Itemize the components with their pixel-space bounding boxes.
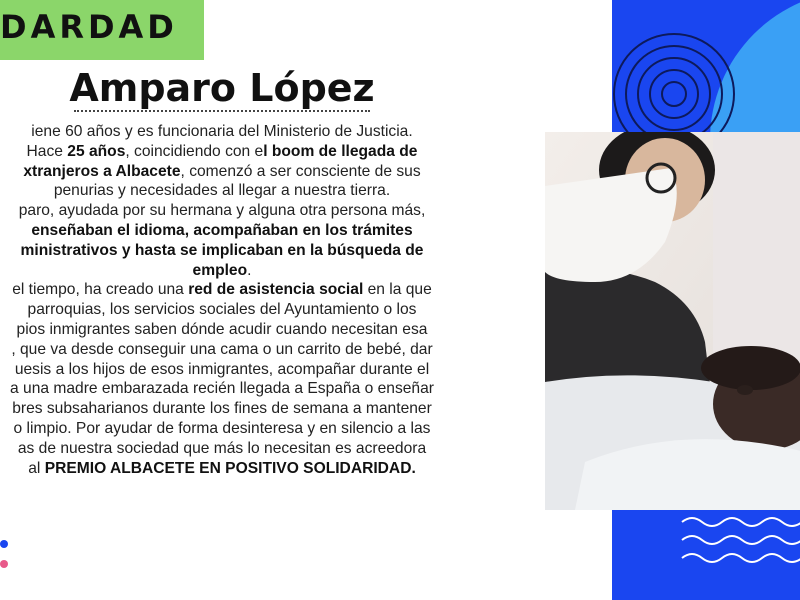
bio-segment: PREMIO ALBACETE EN POSITIVO SOLIDARIDAD. [44, 459, 416, 477]
bio-segment: en la que [363, 281, 432, 299]
category-badge [0, 0, 204, 60]
baby-photo [545, 132, 800, 510]
bio-segment: bres subsaharianos durante los fines de semana a mantener [12, 400, 432, 418]
bio-segment: uesis a los hijos de esos inmigrantes, acompañar durante el [14, 360, 430, 378]
bio-segment: 25 años [67, 142, 126, 160]
bio-segment: o limpio. Por ayudar de forma desinteresa y en silencio a las [13, 419, 431, 437]
bio-segment: enseñaban el idioma, acompañaban en los trámites [31, 221, 413, 239]
bio-paragraph-3 [0, 201, 452, 280]
bio-segment: Hace [26, 142, 68, 160]
bio-segment: empleo [192, 261, 248, 279]
bio-segment: al [28, 459, 45, 477]
bio-paragraph-1: iene 60 años y es funcionaria del Ministerio de Justicia. [31, 123, 413, 140]
bio-segment: as de nuestra sociedad que más lo necesitan es acreedora [17, 439, 427, 457]
bio-segment: pios inmigrantes saben dónde acudir cuando necesitan esa [16, 320, 428, 338]
bio-segment: red de asistencia social [188, 281, 364, 299]
bio-segment: l boom de llegada de [263, 142, 418, 160]
bullet-dot-pink [0, 560, 8, 568]
bio-segment: ministrativos y hasta se implicaban en la búsqueda de [20, 241, 424, 259]
bio-segment: , comenzó a ser consciente de sus [180, 162, 421, 180]
category-badge-text: DARDAD [0, 8, 178, 46]
bullet-dot-blue [0, 540, 8, 548]
bio-segment: a una madre embarazada recién llegada a España o enseñar [10, 380, 434, 398]
bio-segment: . [247, 261, 252, 279]
bio-segment: xtranjeros a Albacete [23, 162, 181, 180]
bio-text [0, 122, 452, 478]
bio-segment: parroquias, los servicios sociales del Ayuntamiento o los [27, 301, 417, 319]
bio-segment: el tiempo, ha creado una [12, 281, 189, 299]
bio-paragraph-4 [0, 280, 452, 478]
bio-segment: , coincidiendo con e [125, 142, 264, 160]
bio-paragraph-2 [0, 142, 452, 201]
bio-segment: penurias y necesidades al llegar a nuestra tierra. [53, 182, 391, 200]
person-name: Amparo López [69, 66, 375, 110]
bio-segment: paro, ayudada por su hermana y alguna otra persona más, [18, 202, 426, 220]
bio-segment: , que va desde conseguir una cama o un carrito de bebé, dar [11, 340, 433, 358]
name-underline [74, 110, 370, 112]
